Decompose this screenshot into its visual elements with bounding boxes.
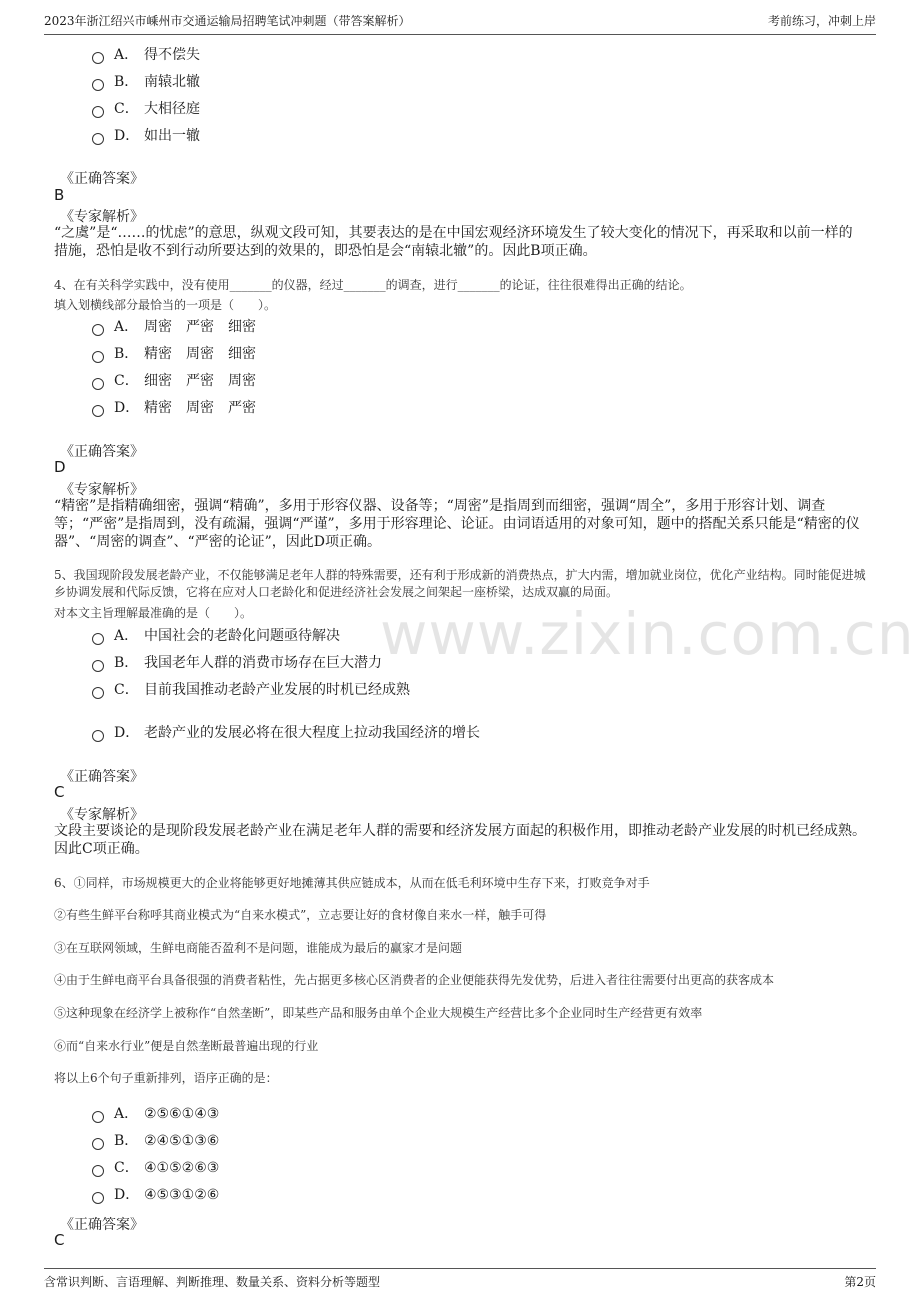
sentence-3: ③在互联网领域，生鲜电商能否盈利不是问题，谁能成为最后的赢家才是问题 [54,941,463,955]
option-a[interactable]: A． 周密 严密 细密 [92,317,256,337]
sentence-5: ⑤这种现象在经济学上被称作“自然垄断”，即某些产品和服务由单个企业大规模生产经营比多个企业同时生产经营更有效率 [54,1006,703,1020]
document-title: 2023年浙江绍兴市嵊州市交通运输局招聘笔试冲刺题（带答案解析） [44,14,411,28]
option-d[interactable]: D． 精密 周密 严密 [92,398,256,418]
radio-icon[interactable] [92,633,104,645]
sentence-6: ⑥而“自来水行业”便是自然垄断最普遍出现的行业 [54,1039,319,1053]
watermark: www.zixin.com.cn [380,600,915,668]
radio-icon[interactable] [92,730,104,742]
answer-value: B [54,186,65,204]
page-number: 第2页 [844,1275,876,1289]
option-d[interactable]: D． 老龄产业的发展必将在很大程度上拉动我国经济的增长 [92,723,480,743]
answer-label: 《正确答案》 [60,171,144,187]
radio-icon[interactable] [92,106,104,118]
sentence-1: 6、①同样，市场规模更大的企业将能够更好地摊薄其供应链成本，从而在低毛利环境中生存下来，打败竞争对手 [54,876,650,890]
radio-icon[interactable] [92,351,104,363]
question-prompt: 将以上6个句子重新排列，语序正确的是： [54,1071,278,1085]
option-b[interactable]: B． 精密 周密 细密 [92,344,256,364]
radio-icon[interactable] [92,660,104,672]
analysis-text: “之虞”是“……的忧虑”的意思，纵观文段可知，其要表达的是在中国宏观经济环境发生了较大变化的情况下，再采取和以前一样的措施，恐怕是收不到行动所要达到的效果的，即恐怕是会“南辕北辙”的。因此B项正确。 [54,225,853,259]
answer-label: 《正确答案》 [60,444,144,460]
answer-label: 《正确答案》 [60,769,144,785]
radio-icon[interactable] [92,1165,104,1177]
option-a[interactable]: A． ②⑤⑥①④③ [92,1104,219,1124]
analysis-label: 《专家解析》 [60,482,144,498]
option-b[interactable]: B． 我国老年人群的消费市场存在巨大潜力 [92,653,382,673]
analysis-label: 《专家解析》 [60,209,144,225]
question-stem: 4、在有关科学实践中，没有使用_______的仪器，经过_______的调查，进行_______的论证，往往很难得出正确的结论。 [54,278,692,292]
question-prompt: 填入划横线部分最恰当的一项是（ ）。 [54,298,277,312]
analysis-text: 文段主要谈论的是现阶段发展老龄产业在满足老年人群的需要和经济发展方面起的积极作用，即推动老龄产业发展的时机已经成熟。因此C项正确。 [54,823,866,857]
sentence-2: ②有些生鲜平台称呼其商业模式为“自来水模式”，立志要让好的食材像自来水一样，触手可得 [54,908,547,922]
radio-icon[interactable] [92,133,104,145]
radio-icon[interactable] [92,52,104,64]
answer-value: D [54,458,66,476]
radio-icon[interactable] [92,1192,104,1204]
radio-icon[interactable] [92,405,104,417]
option-b[interactable]: B． ②④⑤①③⑥ [92,1131,219,1151]
option-b[interactable]: B． 南辕北辙 [92,72,200,92]
option-c[interactable]: C． 细密 严密 周密 [92,371,256,391]
radio-icon[interactable] [92,324,104,336]
answer-label: 《正确答案》 [60,1217,144,1233]
option-a[interactable]: A． 中国社会的老龄化问题亟待解决 [92,626,340,646]
radio-icon[interactable] [92,378,104,390]
footer-description: 含常识判断、言语理解、判断推理、数量关系、资料分析等题型 [44,1275,381,1289]
radio-icon[interactable] [92,1138,104,1150]
option-c[interactable]: C． ④①⑤②⑥③ [92,1158,219,1178]
page-footer [44,1268,876,1293]
analysis-label: 《专家解析》 [60,807,144,823]
header-slogan: 考前练习，冲刺上岸 [767,14,876,28]
sentence-4: ④由于生鲜电商平台具备很强的消费者粘性，先占据更多核心区消费者的企业便能获得先发优势，后进入者往往需要付出更高的获客成本 [54,973,775,987]
option-c[interactable]: C． 目前我国推动老龄产业发展的时机已经成熟 [92,680,410,700]
question-stem: 5、我国现阶段发展老龄产业，不仅能够满足老年人群的特殊需要，还有利于形成新的消费热点，扩大内需，增加就业岗位，优化产业结构。同时能促进城乡协调发展和代际反馈，它将在应对人口老龄化和促进经济社会发展之间架起一座桥梁，达成双赢的局面。 [54,568,866,599]
analysis-text: “精密”是指精确细密，强调“精确”，多用于形容仪器、设备等；“周密”是指周到而细密，强调“周全”，多用于形容计划、调查等；“严密”是指周到，没有疏漏，强调“严谨”，多用于形容理论、论证。由词语适用的对象可知，题中的搭配关系只能是“精密的仪器”、“周密的调查”、“严密的论证”，因此D项正确。 [54,498,860,550]
radio-icon[interactable] [92,687,104,699]
option-d[interactable]: D． ④⑤③①②⑥ [92,1185,219,1205]
question-prompt: 对本文主旨理解最准确的是（ ）。 [54,606,253,620]
option-d[interactable]: D． 如出一辙 [92,126,200,146]
answer-value: C [54,1231,65,1249]
option-c[interactable]: C． 大相径庭 [92,99,200,119]
page-header [44,10,876,35]
answer-value: C [54,783,65,801]
radio-icon[interactable] [92,1111,104,1123]
option-a[interactable]: A． 得不偿失 [92,45,200,65]
radio-icon[interactable] [92,79,104,91]
